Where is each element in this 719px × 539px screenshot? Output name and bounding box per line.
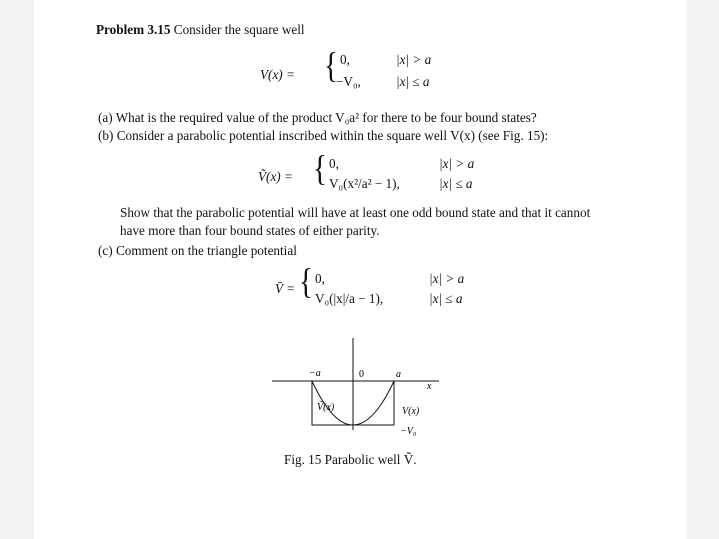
label-depth: −V₀ [400, 426, 417, 437]
eq3-case1-value: 0, [315, 271, 325, 286]
part-c-text: Comment on the triangle potential [115, 243, 297, 258]
eq1-case2-cond: |x| ≤ a [396, 74, 430, 89]
part-b-followup-line1: Show that the parabolic potential will have at least one odd bound state and that it cannot [120, 205, 591, 220]
eq2-brace: { [313, 148, 327, 188]
label-square-well: V(x) [402, 406, 420, 417]
page [34, 0, 687, 539]
eq1-case1-cond: |x| > a [396, 52, 432, 67]
eq3-case2-value: V₀(|x|/a − 1), [315, 291, 384, 306]
label-a: a [396, 369, 401, 380]
label-x: x [427, 381, 432, 392]
eq2-lhs: Ṽ(x) = [258, 169, 293, 184]
eq3-brace: { [299, 261, 313, 301]
eq2-case2-value: V₀(x²/a² − 1), [329, 176, 400, 191]
part-b-followup-line2: have more than four bound states of either parity. [120, 223, 380, 238]
part-b-label: (b) [98, 128, 114, 143]
eq1-brace: { [324, 45, 338, 85]
eq3-case1-cond: |x| > a [429, 271, 465, 286]
eq1-case2-value: −V₀, [336, 74, 361, 89]
figure-caption: Fig. 15 Parabolic well Ṽ. [284, 452, 417, 467]
part-a-label: (a) [98, 110, 113, 125]
eq2-case2-cond: |x| ≤ a [439, 176, 473, 191]
part-a-text: What is the required value of the product V₀a² for there to be four bound states? [115, 110, 537, 125]
eq2-case1-cond: |x| > a [439, 156, 475, 171]
eq1-lhs: V(x) = [260, 67, 295, 82]
label-neg-a: −a [309, 368, 321, 379]
problem-label: Problem 3.15 [96, 22, 171, 37]
eq3-lhs: V̄ = [275, 281, 296, 296]
part-b-text: Consider a parabolic potential inscribed within the square well V(x) (see Fig. 15): [116, 128, 549, 143]
eq2-case1-value: 0, [329, 156, 339, 171]
part-c-label: (c) [98, 243, 113, 258]
problem-statement: Consider the square well [173, 22, 305, 37]
eq3-case2-cond: |x| ≤ a [429, 291, 463, 306]
label-parabola: Ṽ(x) [317, 402, 335, 413]
eq1-case1-value: 0, [340, 52, 350, 67]
label-zero: 0 [359, 369, 364, 380]
